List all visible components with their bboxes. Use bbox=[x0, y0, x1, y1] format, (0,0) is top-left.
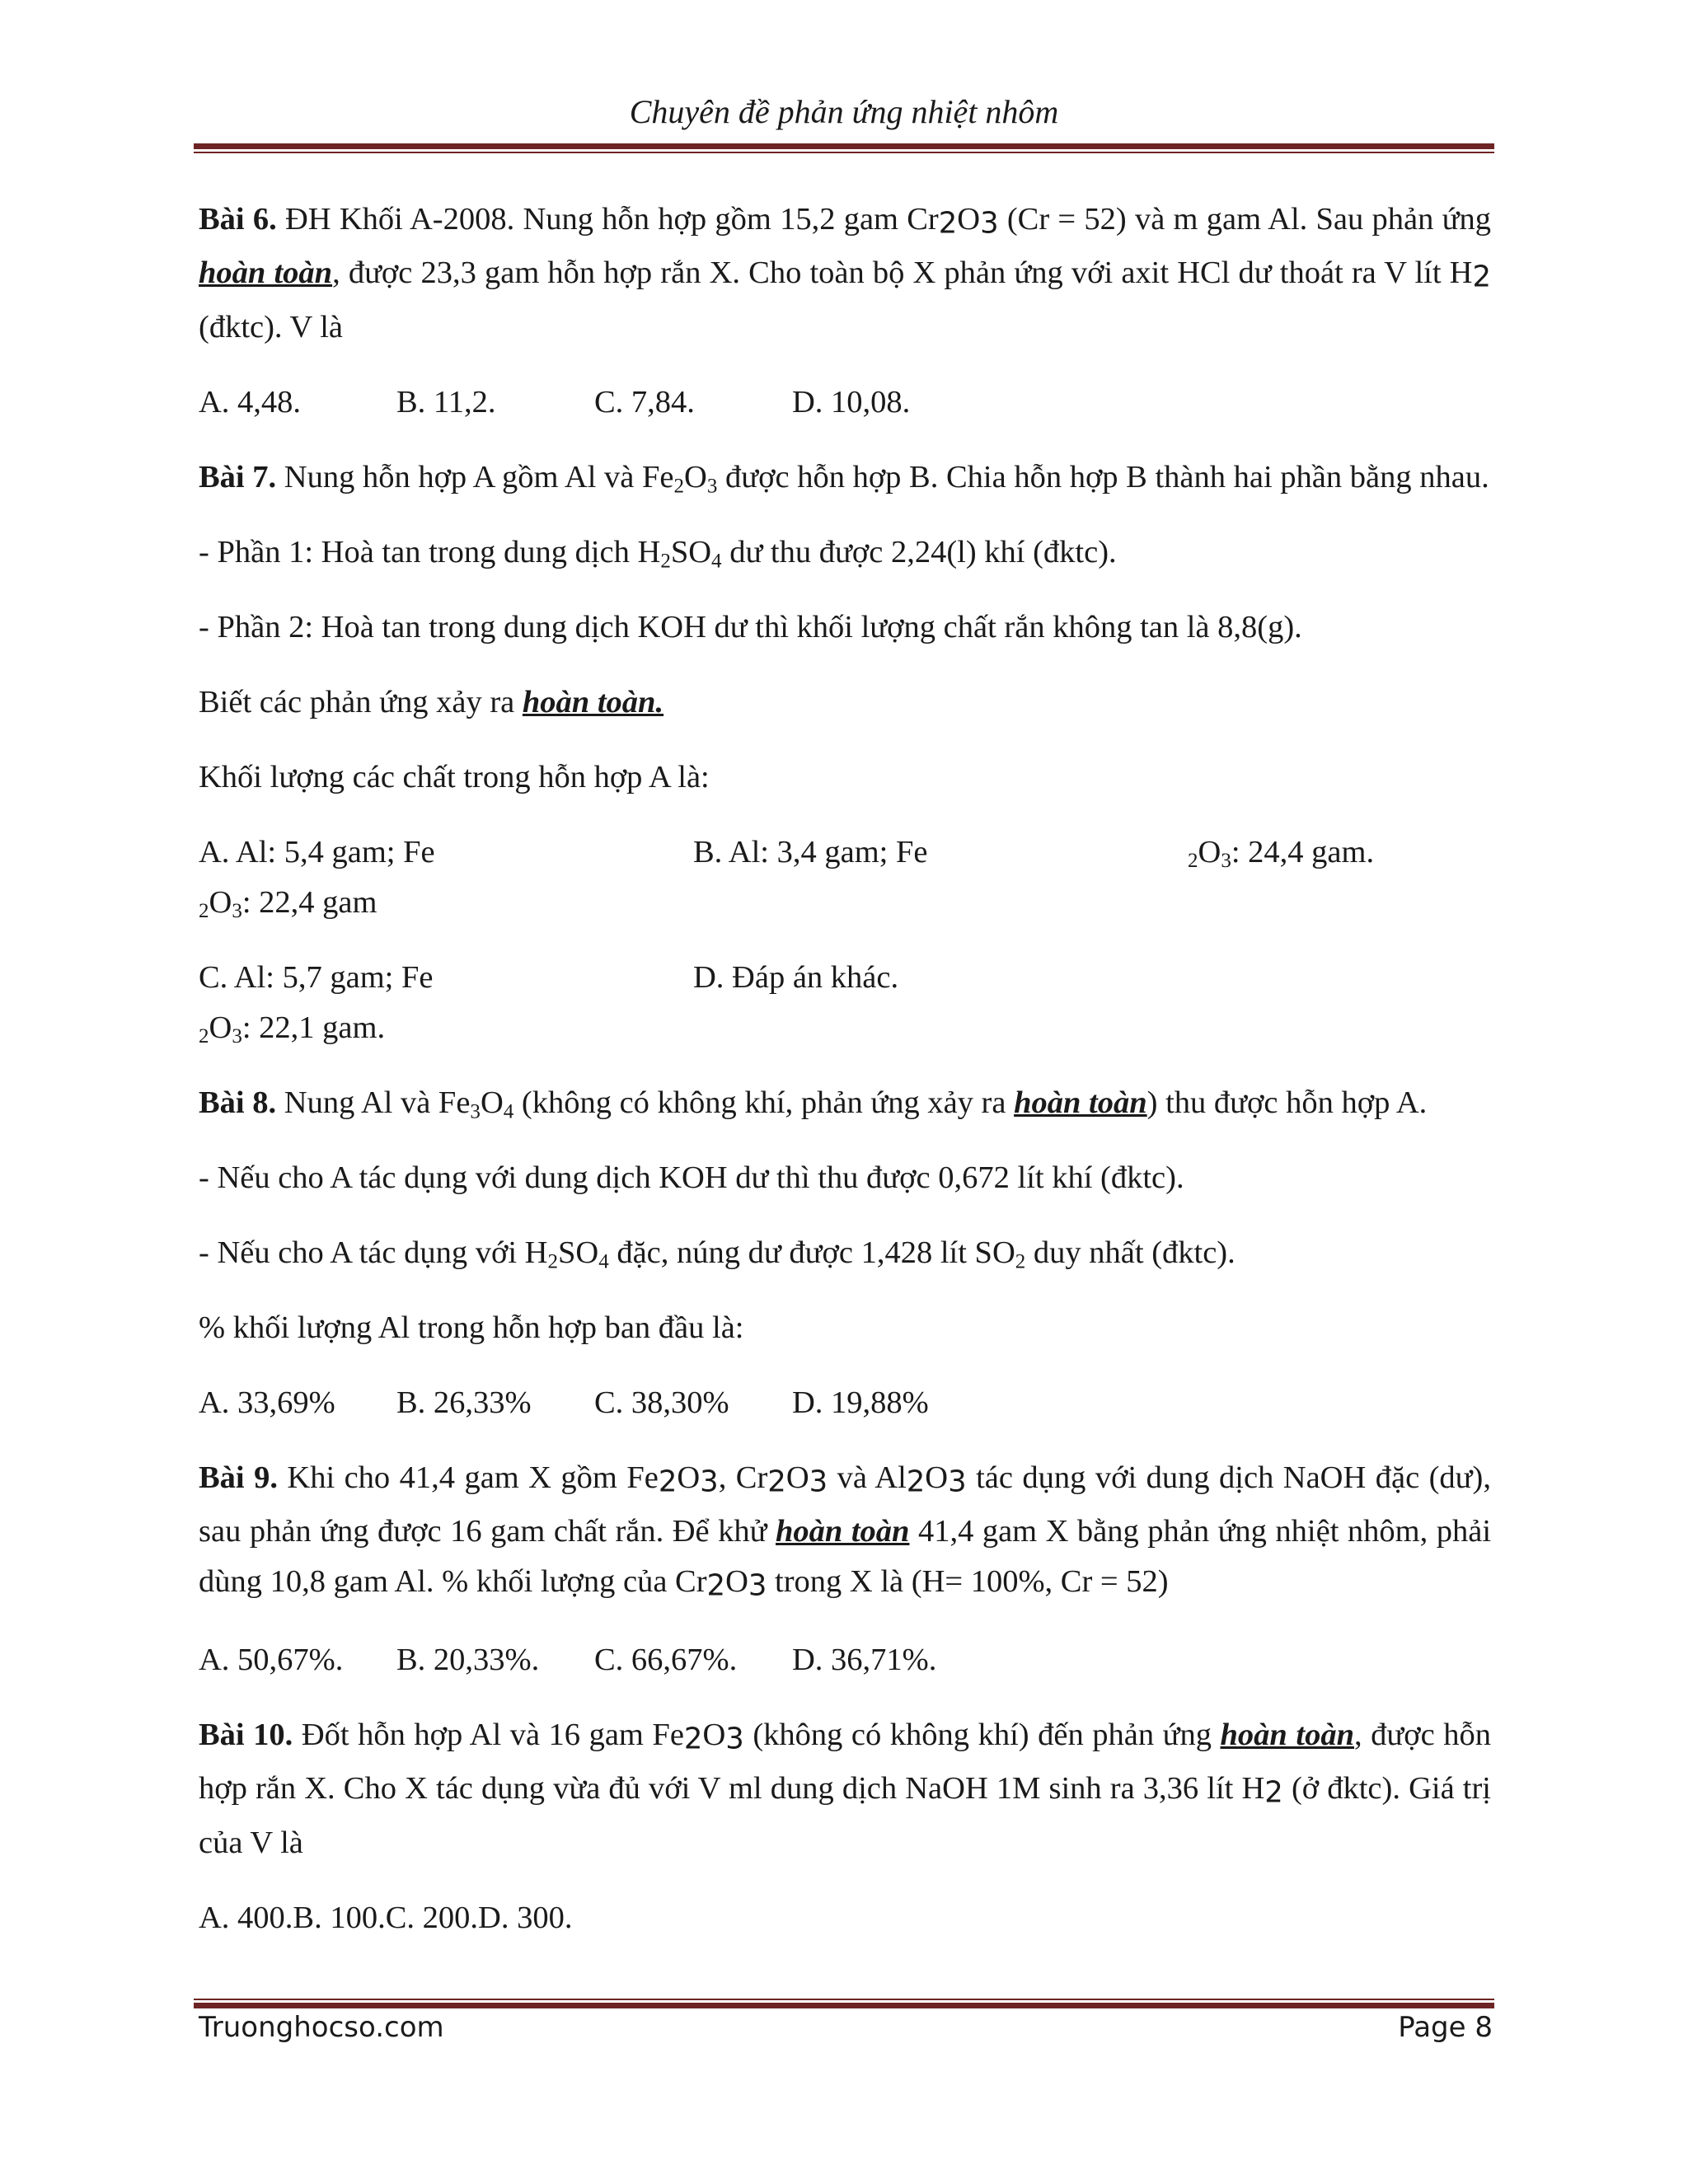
choice-b: B. 11,2. bbox=[396, 384, 496, 419]
choice-a: A. 50,67%. bbox=[199, 1643, 344, 1677]
footer-page-number: Page 8 bbox=[1398, 2011, 1493, 2044]
choice-c: C. 66,67%. bbox=[594, 1643, 738, 1677]
footer-rule bbox=[194, 1999, 1494, 2008]
emphasis-text: hoàn toàn bbox=[1220, 1718, 1354, 1752]
choice-c: C. 7,84. bbox=[594, 384, 695, 419]
exercise-7-choices-row-2 bbox=[199, 953, 1491, 1053]
exercise-8-case-2: - Nếu cho A tác dụng với $H_2SO_4$ đặc, núng dư được 1,428 lít $SO_2$ duy nhất (đktc). bbox=[199, 1235, 1236, 1272]
exercise-8-case-1: - Nếu cho A tác dụng với dung dịch KOH dư thì thu được 0,672 lít khí (đktc). bbox=[199, 1160, 1184, 1195]
exercise-6-label: Bài 6. bbox=[199, 202, 277, 237]
emphasis-text: hoàn toàn bbox=[199, 255, 333, 291]
page-header-title: Chuyên đề phản ứng nhiệt nhôm bbox=[629, 93, 1059, 130]
exercise-7-condition: Biết các phản ứng xảy ra hoàn toàn. bbox=[199, 684, 664, 719]
exercise-10-choices: A. 400.B. 100.C. 200.D. 300. bbox=[199, 1900, 573, 1935]
footer-site: Truonghocso.com bbox=[199, 2011, 444, 2044]
exercise-8-choices bbox=[199, 1378, 1491, 1428]
choice-b: B. 26,33% bbox=[396, 1385, 532, 1420]
exercise-9-choices bbox=[199, 1635, 1491, 1685]
choice-a: A. Al: 5,4 gam; Fe2O3: 22,4 gam bbox=[199, 834, 435, 922]
emphasis-text: hoàn toàn bbox=[776, 1513, 910, 1549]
choice-d: D. 36,71%. bbox=[792, 1643, 937, 1677]
exercise-6-question: Bài 6. ĐH Khối A-2008. Nung hỗn hợp gồm 15,2 gam Cr2O3 (Cr = 52) và m gam Al. Sau phản ứng hoàn toàn, được 23,3 gam hỗn hợp rắn X. Cho toàn bộ X phản ứng với axit HCl dư thoát ra V lít H2 (đktc). V là bbox=[199, 202, 1491, 344]
choice-c: C. 38,30% bbox=[594, 1385, 729, 1420]
choice-d: D. 10,08. bbox=[792, 384, 911, 419]
choice-b: B. 20,33%. bbox=[396, 1643, 540, 1677]
choice-a: A. 33,69% bbox=[199, 1385, 335, 1420]
choice-d: D. 19,88% bbox=[792, 1385, 929, 1420]
emphasis-text: hoàn toàn bbox=[1014, 1085, 1147, 1120]
exercise-7-prompt: Khối lượng các chất trong hỗn hợp A là: bbox=[199, 759, 710, 794]
exercise-9-question: Bài 9. Khi cho 41,4 gam X gồm Fe2O3, Cr2O3 và Al2O3 tác dụng với dung dịch NaOH đặc (dư), sau phản ứng được 16 gam chất rắn. Để khử hoàn toàn 41,4 gam X bằng phản ứng nhiệt nhôm, phải dùng 10,8 gam Al. % khối lượng của Cr2O3 trong X là (H= 100%, Cr = 52) bbox=[199, 1460, 1492, 1602]
choice-d: D. Đáp án khác. bbox=[693, 959, 899, 995]
exercise-8-question: Bài 8. Nung Al và $Fe_3O_4$ (không có không khí, phản ứng xảy ra hoàn toàn) thu được hỗn hợp A. bbox=[199, 1085, 1428, 1122]
document-body bbox=[199, 194, 1491, 1968]
exercise-10-question: Bài 10. Đốt hỗn hợp Al và 16 gam Fe2O3 (không có không khí) đến phản ứng hoàn toàn, được hỗn hợp rắn X. Cho X tác dụng vừa đủ với V ml dung dịch NaOH 1M sinh ra 3,36 lít H2 (ở đktc). Giá trị của V là bbox=[199, 1718, 1491, 1860]
exercise-8-label: Bài 8. bbox=[199, 1085, 277, 1120]
exercise-9-label: Bài 9. bbox=[199, 1460, 278, 1495]
exercise-7-label: Bài 7. bbox=[199, 459, 277, 494]
exercise-7-choices-row-1 bbox=[199, 827, 1491, 928]
choice-a: A. 4,48. bbox=[199, 384, 302, 419]
exercise-7-part-1: - Phần 1: Hoà tan trong dung dịch $H_2SO_4$ dư thu được 2,24(l) khí (đktc). bbox=[199, 534, 1117, 572]
choice-b: B. Al: 3,4 gam; Fe 2O3: 24,4 gam. bbox=[693, 834, 1375, 872]
exercise-6-choices bbox=[199, 377, 1491, 428]
exercise-7-part-2: - Phần 2: Hoà tan trong dung dịch KOH dư thì khối lượng chất rắn không tan là 8,8(g). bbox=[199, 609, 1302, 644]
exercise-8-prompt: % khối lượng Al trong hỗn hợp ban đầu là: bbox=[199, 1310, 744, 1345]
header-rule bbox=[194, 143, 1494, 153]
exercise-10-label: Bài 10. bbox=[199, 1718, 293, 1752]
exercise-7-question: Bài 7. Nung hỗn hợp A gồm Al và $Fe_2O_3$ được hỗn hợp B. Chia hỗn hợp B thành hai phần bằng nhau. bbox=[199, 459, 1489, 497]
emphasis-text: hoàn toàn. bbox=[522, 684, 664, 719]
choice-c: C. Al: 5,7 gam; Fe2O3: 22,1 gam. bbox=[199, 959, 434, 1047]
